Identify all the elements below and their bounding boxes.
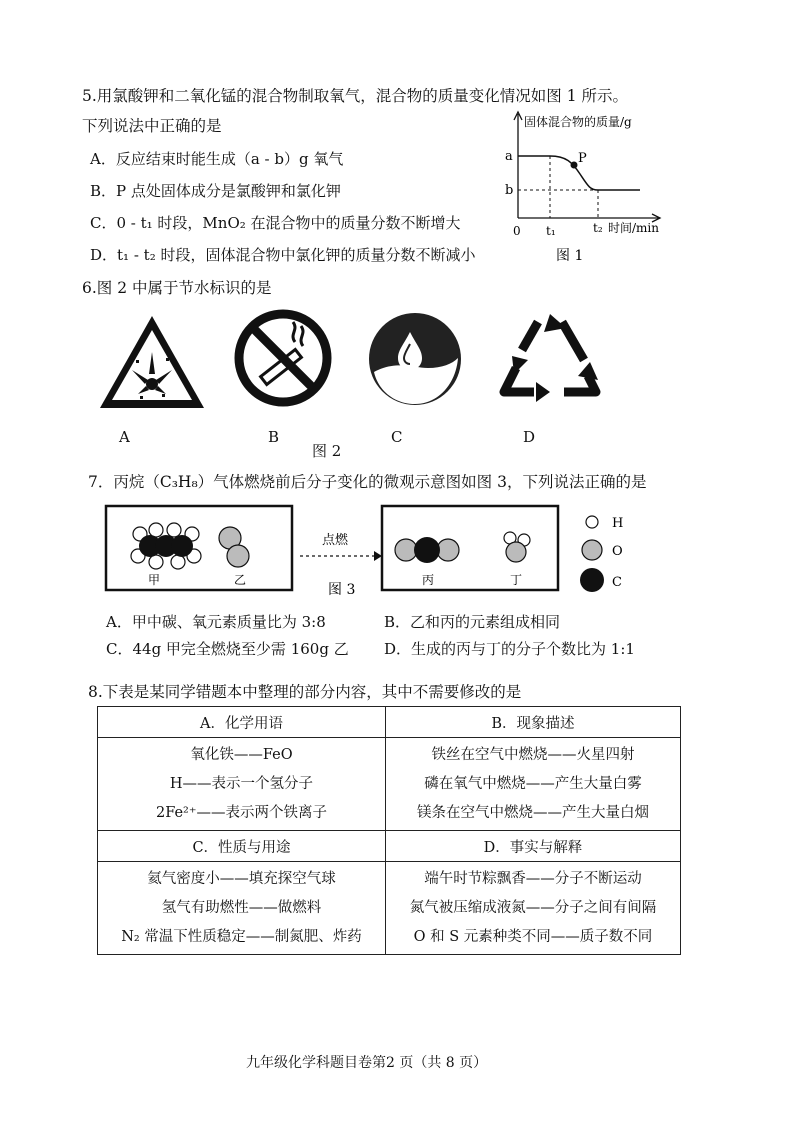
q7-option-d: D．生成的丙与丁的分子个数比为 1:1 [384, 640, 635, 658]
fig1-p-label: P [578, 151, 587, 166]
fig1-origin-label: 0 [513, 224, 521, 238]
point-p [571, 162, 578, 169]
fig1-t1-label: t₁ [546, 224, 556, 238]
legend-o: O [612, 544, 623, 559]
cell-a-line: H——表示一个氢分子 [169, 775, 314, 792]
fig3-caption: 图 3 [328, 582, 356, 598]
q7-option-a: A．甲中碳、氧元素质量比为 3:8 [106, 613, 326, 631]
cell-d-line: 氮气被压缩成液氮——分子之间有间隔 [409, 899, 657, 916]
q6-label-b: B [268, 428, 280, 446]
cell-b-content [385, 738, 680, 831]
q7-option-c: C．44g 甲完全燃烧至少需 160g 乙 [106, 640, 349, 658]
fig1-caption: 图 1 [556, 248, 584, 264]
cell-a-title: A．化学用语 [98, 707, 386, 738]
cell-c-title: C．性质与用途 [98, 831, 386, 862]
q5-option-b: B．P 点处固体成分是氯酸钾和氯化钾 [90, 182, 341, 200]
q6-label-c: C [391, 428, 403, 446]
cell-b-title: B．现象描述 [385, 707, 680, 738]
carbon-dioxide-molecule [395, 537, 459, 563]
q5-stem: 5.用氯酸钾和二氧化锰的混合物制取氧气，混合物的质量变化情况如图 1 所示。 [82, 87, 629, 105]
q6-caption: 图 2 [312, 442, 342, 460]
q8-table [97, 706, 681, 955]
cell-d-title: D．事实与解释 [385, 831, 680, 862]
q5-option-c: C．0 - t₁ 时段，MnO₂ 在混合物中的质量分数不断增大 [90, 214, 461, 232]
label-bing: 丙 [422, 573, 435, 587]
label-ding: 丁 [510, 573, 523, 587]
legend-c: C [612, 575, 622, 590]
q6-label-d: D [523, 428, 536, 446]
cell-d-content [385, 862, 680, 955]
page-footer: 九年级化学科题目卷第2 页（共 8 页） [246, 1055, 488, 1071]
q6-label-a: A [119, 428, 130, 446]
cell-d-line: 端午时节粽飘香——分子不断运动 [424, 870, 642, 887]
q7-stem: 7．丙烷（C₃H₈）气体燃烧前后分子变化的微观示意图如图 3，下列说法正确的是 [88, 473, 647, 491]
cell-a-line: 氧化铁——FeO [190, 746, 293, 763]
cell-c-content [98, 862, 386, 955]
water-saving-icon [366, 310, 464, 408]
arrow-label: 点燃 [322, 533, 349, 548]
cell-a-line: 2Fe²⁺——表示两个铁离子 [155, 804, 328, 821]
cell-a-content [98, 738, 386, 831]
cell-b-line: 磷在氧气中燃烧——产生大量白雾 [424, 775, 642, 792]
cell-b-line: 镁条在空气中燃烧——产生大量白烟 [416, 804, 649, 821]
fig1-b-label: b [505, 183, 514, 198]
q5-ask: 下列说法中正确的是 [82, 117, 222, 135]
label-yi: 乙 [234, 573, 247, 587]
cell-b-line: 铁丝在空气中燃烧——火星四射 [431, 746, 635, 763]
fig1-t2-label: t₂ [593, 221, 603, 235]
fig1-ylabel: 固体混合物的质量/g [524, 115, 632, 129]
q6-stem: 6.图 2 中属于节水标识的是 [82, 279, 272, 297]
q5-option-d: D．t₁ - t₂ 时段，固体混合物中氯化钾的质量分数不断减小 [90, 246, 476, 264]
legend-h: H [612, 516, 624, 531]
cell-c-line: 氦气密度小——填充探空气球 [147, 870, 336, 887]
cell-c-line: 氢气有助燃性——做燃料 [161, 899, 322, 916]
reactants-box [106, 506, 292, 590]
fig1-a-label: a [505, 149, 513, 164]
label-jia: 甲 [148, 573, 161, 587]
cell-c-line: N₂ 常温下性质稳定——制氮肥、炸药 [121, 928, 362, 945]
q5-option-a: A．反应结束时能生成（a - b）g 氧气 [90, 150, 344, 168]
explosive-warning-icon [96, 312, 208, 412]
q8-stem: 8.下表是某同学错题本中整理的部分内容，其中不需要修改的是 [88, 683, 522, 701]
q7-option-b: B．乙和丙的元素组成相同 [384, 613, 561, 631]
no-smoking-icon [233, 308, 333, 408]
recycle-icon [494, 310, 606, 410]
fig1-xlabel: 时间/min [608, 221, 659, 235]
figure-3-diagram [100, 500, 666, 602]
atom-legend [580, 516, 623, 592]
figure-1-graph [500, 108, 670, 268]
cell-d-line: O 和 S 元素种类不同——质子数不同 [413, 928, 653, 945]
